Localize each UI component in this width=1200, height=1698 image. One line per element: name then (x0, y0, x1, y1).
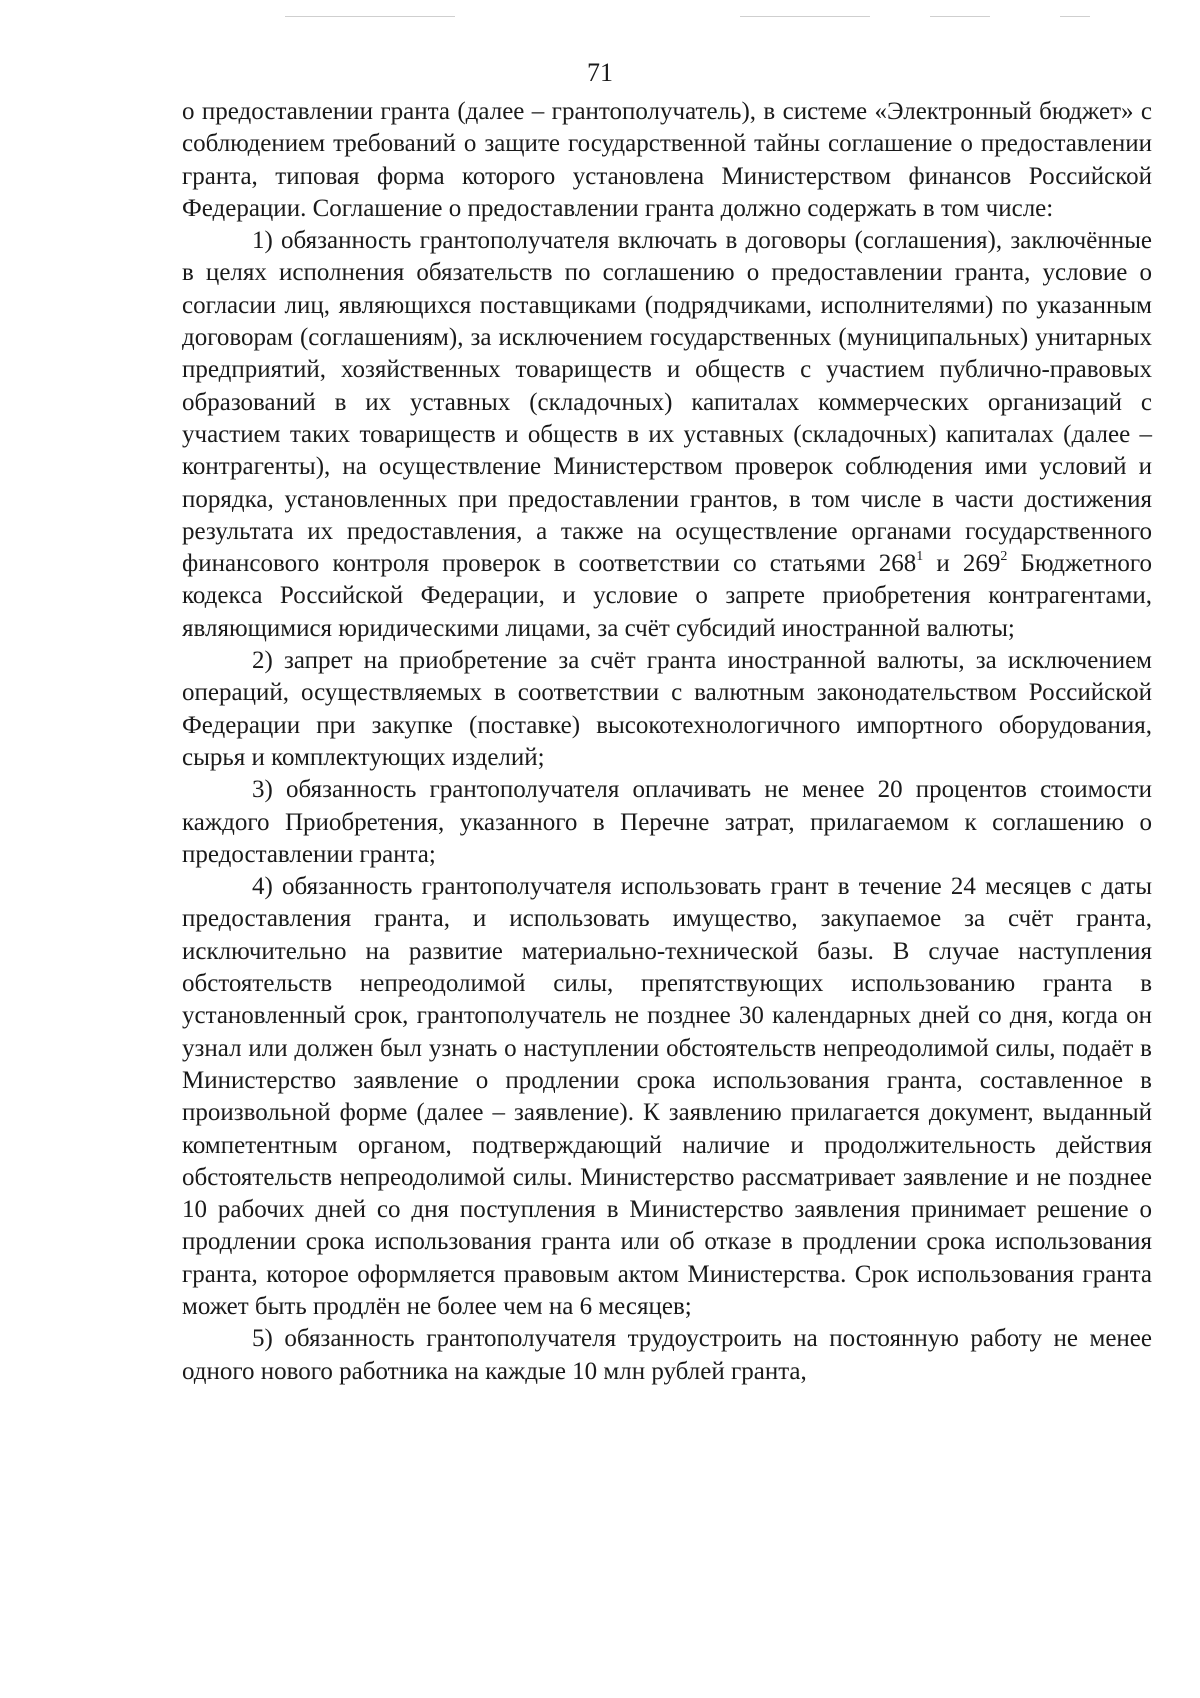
paragraph-item-4: 4) обязанность грантополучателя использовать грант в течение 24 месяцев с даты предоставления гранта, и использовать имущество, закупаемое за счёт гранта, исключительно на развитие материально-технической базы. В случае наступления обстоятельств непреодолимой силы, препятствующих использованию гранта в установленный срок, грантополучатель не позднее 30 календарных дней со дня, когда он узнал или должен был узнать о наступлении обстоятельств непреодолимой силы, подаёт в Министерство заявление о продлении срока использования гранта, составленное в произвольной форме (далее – заявление). К заявлению прилагается документ, выданный компетентным органом, подтверждающий наличие и продолжительность действия обстоятельств непреодолимой силы. Министерство рассматривает заявление и не позднее 10 рабочих дней со дня поступления в Министерство заявления принимает решение о продлении срока использования гранта или об отказе в продлении срока использования гранта, которое оформляется правовым актом Министерства. Срок использования гранта может быть продлён не более чем на 6 месяцев; (182, 873, 1152, 1320)
paragraph-item-1 (182, 225, 1152, 645)
paragraph-intro: о предоставлении гранта (далее – грантополучатель), в системе «Электронный бюджет» с соблюдением требований о защите государственной тайны соглашение о предоставлении гранта, типовая форма которого установлена Министерством финансов Российской Федерации. Соглашение о предоставлении гранта должно содержать в том числе: (182, 98, 1152, 222)
footnote-superscript: 2 (1000, 548, 1008, 564)
paragraph-item-1-part-c: Бюджетного кодекса Российской Федерации, и условие о запрете приобретения контрагентами, являющимися юридическими лицами, за счёт субсидий иностранной валюты; (182, 550, 1152, 642)
scan-artifact (930, 16, 990, 17)
page-number: 71 (587, 58, 613, 87)
scan-artifact (285, 16, 455, 17)
scan-artifact (1060, 16, 1090, 17)
footnote-superscript: 1 (916, 548, 924, 564)
paragraph-item-1-part-a: 1) обязанность грантополучателя включать в договоры (соглашения), заключённые в целях исполнения обязательств по соглашению о предоставлении гранта, условие о согласии лиц, являющихся поставщиками (подрядчиками, исполнителями) по указанным договорам (соглашениям), за исключением государственных (муниципальных) унитарных предприятий, хозяйственных товариществ и обществ с участием публично-правовых образований в их уставных (складочных) капиталах коммерческих организаций с участием таких товариществ и обществ в их уставных (складочных) капиталах (далее – контрагенты), на осуществление Министерством проверок соблюдения ими условий и порядка, установленных при предоставлении грантов, в том числе в части достижения результата их предоставления, а также на осуществление органами государственного финансового контроля проверок в соответствии со статьями 268 (182, 227, 1152, 578)
paragraph-item-2: 2) запрет на приобретение за счёт гранта иностранной валюты, за исключением операций, осуществляемых в соответствии с валютным законодательством Российской Федерации при закупке (поставке) высокотехнологичного импортного оборудования, сырья и комплектующих изделий; (182, 647, 1152, 771)
paragraph-item-5: 5) обязанность грантополучателя трудоустроить на постоянную работу не менее одного нового работника на каждые 10 млн рублей гранта, (182, 1325, 1152, 1385)
paragraph-item-3: 3) обязанность грантополучателя оплачивать не менее 20 процентов стоимости каждого Приобретения, указанного в Перечне затрат, прилагаемом к соглашению о предоставлении гранта; (182, 776, 1152, 868)
paragraph-item-1-part-b: и 269 (923, 550, 1001, 578)
body-text (182, 96, 1152, 1388)
scan-artifact (740, 16, 870, 17)
